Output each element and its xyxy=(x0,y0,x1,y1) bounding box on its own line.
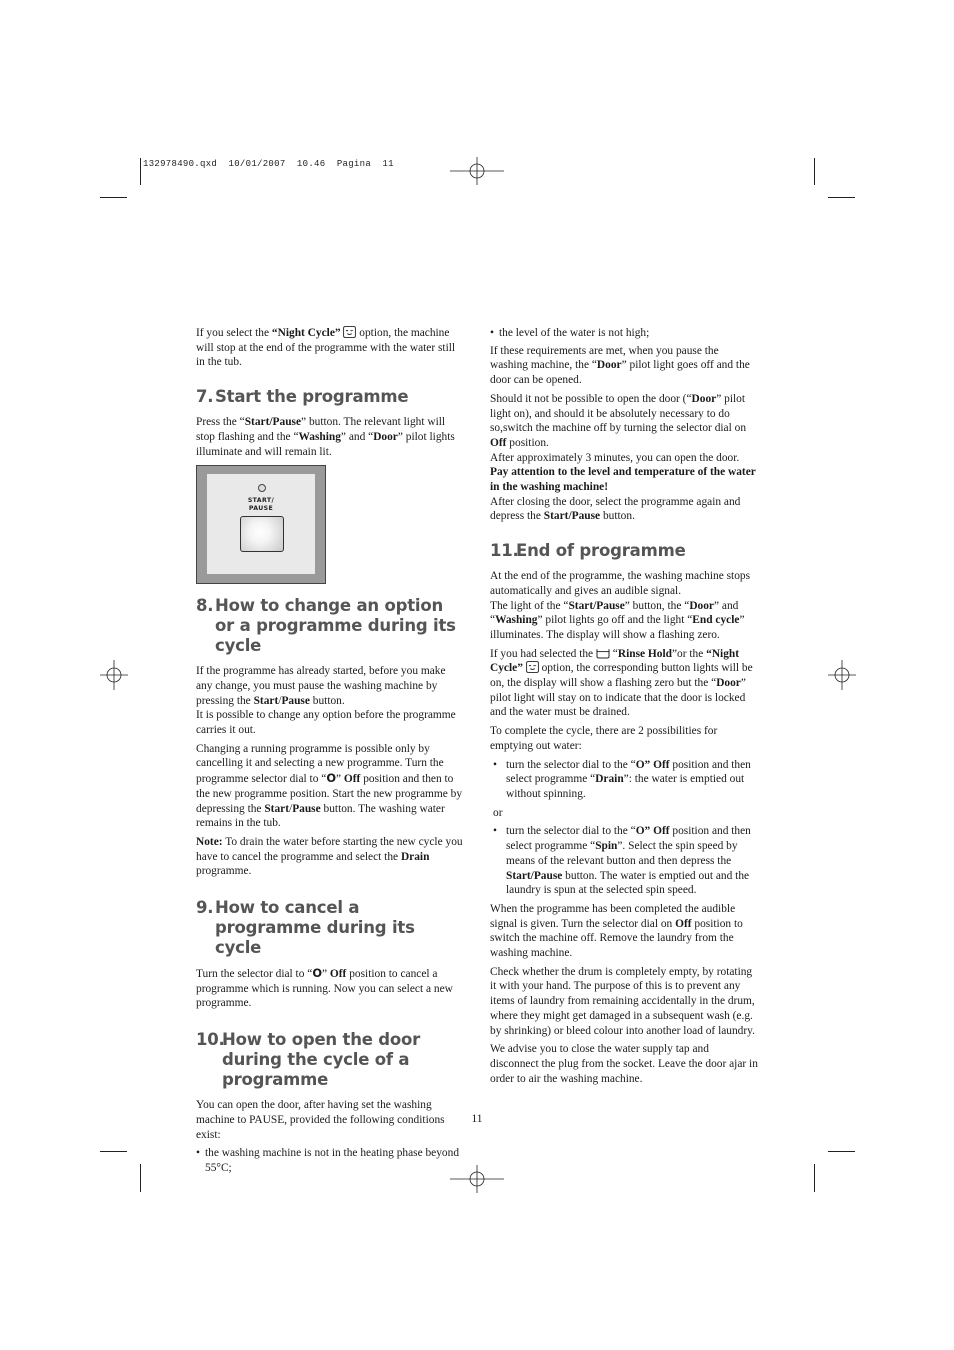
section-7-paragraph: Press the “Start/Pause” button. The relevant light will stop flashing and the “Washing” and “Door” pilot lights illuminate and will remain lit. xyxy=(196,416,455,458)
door-paragraph-1: If these requirements are met, when you pause the washing machine, the “Door” pilot light goes off and the door can be opened. xyxy=(490,344,750,387)
section-10-heading: 10. How to open the door during the cycle of a programme xyxy=(196,1030,421,1090)
start-pause-label: START/ PAUSE xyxy=(247,497,275,513)
print-slug: 132978490.qxd 10/01/2007 10.46 Pagina 11 xyxy=(143,159,394,169)
spin-option-bullet: • turn the selector dial to the “O” Off position and then select programme “Spin”. Select the spin speed by means of the relevant button and then depress the Start/Pause button. The water is emptied out and the laundry is spun at the selected spin speed. xyxy=(493,825,751,897)
section-11-paragraph-4: To complete the cycle, there are 2 possibilities for emptying out water: xyxy=(490,725,718,752)
condition-bullet: • the level of the water is not high; xyxy=(490,327,650,339)
section-11-paragraph-3: If you had selected the “Rinse Hold”or the “Night Cycle” option, the corresponding button lights will be on, the display will show a flashing zero but the “Door” pilot light will stay on to indicate that the door is locked and the water must be drained. xyxy=(490,647,753,719)
crop-mark xyxy=(140,158,141,185)
crop-mark xyxy=(828,197,855,198)
section-8-paragraph-1: If the programme has already started, before you make any change, you must pause the washing machine by pressing the Start/Pause button. xyxy=(196,665,446,707)
start-pause-button-illustration xyxy=(240,516,284,552)
section-10-paragraph: You can open the door, after having set the washing machine to PAUSE, provided the following conditions exist: xyxy=(196,1099,445,1141)
crop-mark xyxy=(100,1151,127,1152)
bullet-icon: • xyxy=(196,1147,200,1160)
section-9-heading: 9. How to cancel a programme during its cycle xyxy=(196,898,415,958)
drain-option-bullet: • turn the selector dial to the “O” Off position and then select programme “Drain”: the water is emptied out without spinning. xyxy=(493,758,751,800)
crop-mark xyxy=(828,1151,855,1152)
start-pause-indicator-light xyxy=(258,484,266,492)
section-8-note: Note: To drain the water before starting the new cycle you have to cancel the programme and select the Drain programme. xyxy=(196,835,463,878)
section-8-heading: 8. How to change an option or a programme during its cycle xyxy=(196,596,456,656)
night-cycle-icon xyxy=(526,661,539,673)
registration-mark-icon xyxy=(450,157,504,185)
door-warning: Pay attention to the level and temperature of the water in the washing machine! xyxy=(490,466,756,494)
registration-mark-icon xyxy=(100,660,128,690)
left-column xyxy=(196,326,464,1180)
night-cycle-icon xyxy=(343,326,356,338)
or-separator: or xyxy=(493,806,503,819)
bullet-icon: • xyxy=(493,758,497,771)
rinse-hold-icon xyxy=(596,648,610,659)
crop-mark xyxy=(140,1164,141,1192)
section-11-paragraph-7: We advise you to close the water supply tap and disconnect the plug from the socket. Leave the door ajar in order to air the washing machine. xyxy=(490,1043,758,1085)
page-number: 11 xyxy=(471,1113,483,1125)
crop-mark xyxy=(100,197,127,198)
right-column xyxy=(490,326,758,1090)
section-11-paragraph-5: When the programme has been completed the audible signal is given. Turn the selector dial on Off position to switch the machine off. Remove the laundry from the washing machine. xyxy=(490,902,743,960)
registration-mark-icon xyxy=(828,660,856,690)
section-11-heading: 11. End of programme xyxy=(490,541,686,561)
section-11-paragraph-2: The light of the “Start/Pause” button, the “Door” and “Washing” pilot lights go off and the light “End cycle” illuminates. The display will show a flashing zero. xyxy=(490,599,745,641)
start-pause-panel-figure xyxy=(196,465,326,584)
condition-bullet: • the washing machine is not in the heating phase beyond 55°C; xyxy=(196,1147,460,1174)
section-11-paragraph-6: Check whether the drum is completely empty, by rotating it with your hand. The purpose of this is to prevent any items of laundry from remaining accidentally in the drum, where they might get damaged in a subsequent wash (e.g. by shrinking) or bleed colour into another load of laundry. xyxy=(490,965,755,1037)
panel-face xyxy=(207,474,315,574)
bullet-icon: • xyxy=(493,825,497,838)
section-9-paragraph: Turn the selector dial to “O” Off position to cancel a programme which is running. Now you can select a new programme. xyxy=(196,966,453,1010)
section-8-paragraph-3: Changing a running programme is possible only by cancelling it and selecting a new programme. Turn the programme selector dial to “O” Off position and then to the new programme position. Start the new programme by depressing the Start/Pause button. The washing water remains in the tub. xyxy=(196,742,463,830)
section-8-paragraph-2: It is possible to change any option before the programme carries it out. xyxy=(196,709,456,737)
crop-mark xyxy=(814,1164,815,1192)
door-paragraph-2: Should it not be possible to open the door (“Door” pilot light on), and should it be absolutely necessary to do so,switch the machine off by turning the selector dial on Off position. xyxy=(490,392,747,449)
door-paragraph-5: After closing the door, select the programme again and depress the Start/Pause button. xyxy=(490,495,741,523)
door-paragraph-3: After approximately 3 minutes, you can open the door. xyxy=(490,451,740,464)
bullet-icon: • xyxy=(490,327,494,339)
intro-paragraph: If you select the “Night Cycle” option, the machine will stop at the end of the programme with the water still in the tub. xyxy=(196,327,456,369)
section-11-paragraph-1: At the end of the programme, the washing machine stops automatically and gives an audible signal. xyxy=(490,570,751,597)
section-7-heading: 7. Start the programme xyxy=(196,387,409,407)
crop-mark xyxy=(814,158,815,185)
